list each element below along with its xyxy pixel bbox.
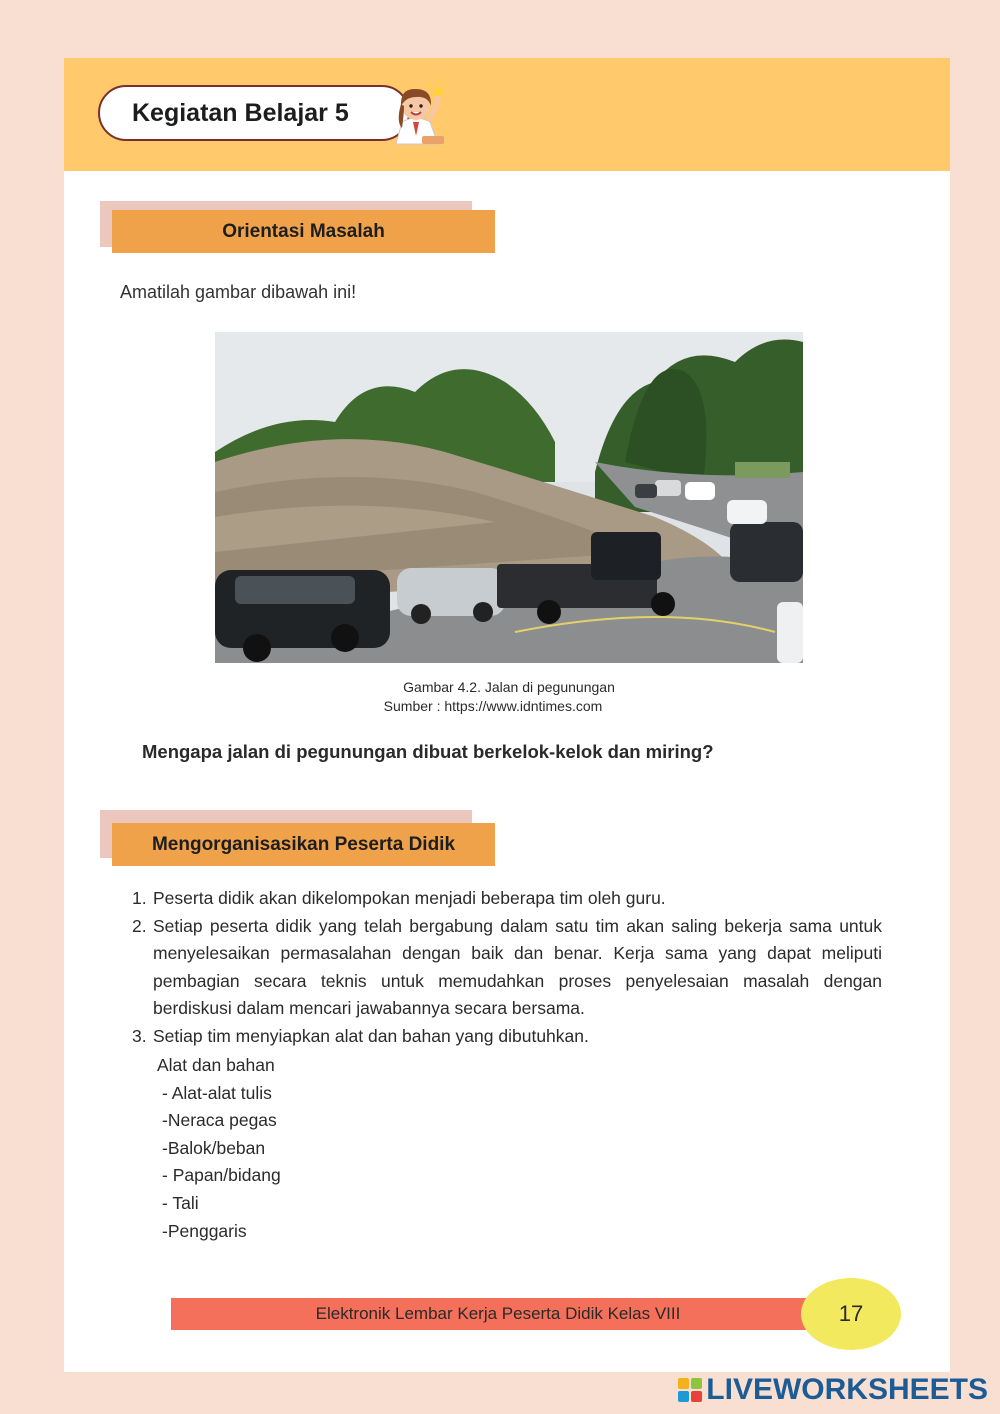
student-mascot-icon: [382, 78, 452, 148]
figure-caption: [64, 678, 950, 716]
mountain-road-photo: [215, 332, 803, 663]
list-item: 2. Setiap peserta didik yang telah bergabung dalam satu tim akan saling bekerja sama untuk menyelesaikan permasalahan dengan baik dan benar. Kerja sama yang dapat meliputi pembagian secara teknis untuk memudahkan proses penyelesaian masalah dengan berdiskusi dalam mencari jawabannya secara bersama.: [132, 915, 882, 1019]
list-item: - Papan/bidang: [162, 1165, 281, 1186]
list-item: -Neraca pegas: [162, 1110, 277, 1131]
lesson-title: Kegiatan Belajar 5: [98, 85, 410, 141]
page-number: 17: [801, 1278, 901, 1350]
worksheet-page: [64, 58, 950, 1372]
list-item: -Balok/beban: [162, 1137, 266, 1158]
footer-bar: Elektronik Lembar Kerja Peserta Didik Kelas VIII: [171, 1298, 825, 1330]
list-item: -Penggaris: [162, 1220, 247, 1241]
steps-list: [132, 885, 882, 1051]
section-label-mengorganisasikan: Mengorganisasikan Peserta Didik: [112, 823, 495, 866]
caption-title: Gambar 4.2. Jalan di pegunungan: [403, 679, 615, 695]
materials-list: [157, 1052, 281, 1245]
liveworksheets-logo-icon: [678, 1378, 702, 1402]
list-item: - Tali: [162, 1192, 199, 1213]
liveworksheets-logo[interactable]: [678, 1373, 988, 1407]
materials-heading: Alat dan bahan: [157, 1055, 275, 1075]
brand-name: LIVEWORKSHEETS: [706, 1373, 988, 1406]
caption-source: Sumber : https://www.idntimes.com: [383, 698, 603, 714]
header-band: [64, 58, 950, 171]
section-label-orientasi: Orientasi Masalah: [112, 210, 495, 253]
list-item: 1. Peserta didik akan dikelompokan menjadi beberapa tim oleh guru.: [132, 888, 666, 908]
list-item: - Alat-alat tulis: [162, 1082, 272, 1103]
intro-text: Amatilah gambar dibawah ini!: [120, 282, 357, 302]
problem-question: Mengapa jalan di pegunungan dibuat berkelok-kelok dan miring?: [142, 741, 714, 762]
list-item: 3. Setiap tim menyiapkan alat dan bahan yang dibutuhkan.: [132, 1025, 589, 1046]
